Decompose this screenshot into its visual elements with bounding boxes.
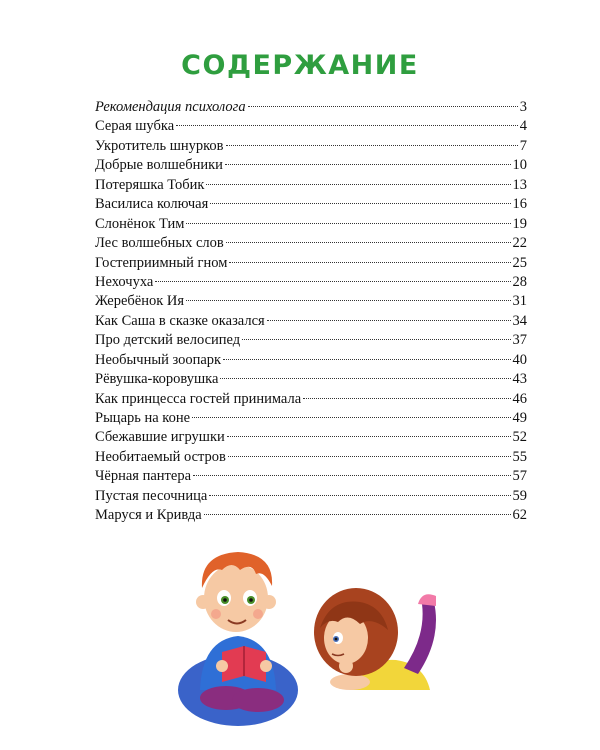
toc-page-number: 25 <box>512 254 527 271</box>
toc-entry <box>95 98 527 117</box>
toc-page-number: 28 <box>512 273 527 290</box>
toc-entry-title: Чёрная пантера <box>95 468 192 485</box>
toc-entry <box>95 370 527 389</box>
toc-leader-dots <box>267 320 511 321</box>
toc-entry-title: Укротитель шнурков <box>95 137 224 154</box>
toc-entry-title: Рыцарь на коне <box>95 410 191 426</box>
toc-entry <box>95 448 527 467</box>
toc-leader-dots <box>225 164 511 165</box>
toc-page-number: 7 <box>519 137 527 154</box>
toc-page-number: 57 <box>512 468 527 485</box>
table-of-contents <box>95 98 527 526</box>
toc-entry-title: Гостеприимный гном <box>95 254 228 271</box>
toc-entry <box>95 215 527 234</box>
toc-leader-dots <box>209 495 510 496</box>
toc-leader-dots <box>226 242 511 243</box>
toc-page-number: 52 <box>512 429 527 446</box>
toc-leader-dots <box>155 281 510 282</box>
toc-entry-title: Жеребёнок Ия <box>95 293 185 310</box>
toc-page-number: 46 <box>512 390 527 407</box>
toc-page-number: 40 <box>512 351 527 368</box>
boy-reading-icon <box>178 552 298 726</box>
toc-entry-title: Как Саша в сказке оказался <box>95 312 265 329</box>
toc-leader-dots <box>227 436 511 437</box>
toc-page-number: 49 <box>512 410 527 426</box>
toc-entry-title: Необитаемый остров <box>95 448 226 465</box>
toc-page-number: 62 <box>512 507 527 524</box>
toc-leader-dots <box>220 378 510 379</box>
toc-page-number: 4 <box>519 118 527 135</box>
toc-page-number: 3 <box>519 99 527 115</box>
toc-leader-dots <box>228 456 511 457</box>
toc-leader-dots <box>204 514 511 515</box>
toc-leader-dots <box>223 359 510 360</box>
toc-entry-title: Нехочуха <box>95 273 154 290</box>
toc-entry-title: Сбежавшие игрушки <box>95 429 225 446</box>
toc-leader-dots <box>210 203 510 204</box>
toc-entry-title: Добрые волшебники <box>95 157 223 174</box>
toc-entry-title: Василиса колючая <box>95 196 209 213</box>
toc-page-number: 43 <box>512 371 527 388</box>
toc-entry-title: Слонёнок Тим <box>95 215 185 232</box>
toc-entry <box>95 254 527 273</box>
toc-leader-dots <box>248 106 518 107</box>
toc-entry <box>95 137 527 156</box>
toc-entry <box>95 292 527 311</box>
toc-entry <box>95 156 527 175</box>
toc-page-number: 59 <box>512 487 527 504</box>
toc-leader-dots <box>242 339 510 340</box>
toc-entry <box>95 117 527 136</box>
toc-entry <box>95 312 527 331</box>
toc-entry <box>95 234 527 253</box>
toc-entry-title: Рекомендация психолога <box>95 99 246 115</box>
toc-entry <box>95 351 527 370</box>
toc-entry-title: Потеряшка Тобик <box>95 176 205 193</box>
children-illustration <box>160 540 460 730</box>
toc-leader-dots <box>303 398 510 399</box>
toc-page-number: 22 <box>512 235 527 252</box>
page-title: СОДЕРЖАНИЕ <box>181 50 419 81</box>
toc-entry-title: Пустая песочница <box>95 487 208 504</box>
toc-entry-title: Серая шубка <box>95 118 175 135</box>
toc-entry <box>95 390 527 409</box>
toc-page-number: 10 <box>512 157 527 174</box>
toc-entry-title: Как принцесса гостей принимала <box>95 390 302 407</box>
toc-entry <box>95 487 527 506</box>
toc-entry <box>95 506 527 525</box>
toc-entry <box>95 331 527 350</box>
toc-entry <box>95 195 527 214</box>
toc-entry-title: Лес волшебных слов <box>95 235 224 252</box>
toc-page-number: 34 <box>512 312 527 329</box>
toc-leader-dots <box>186 223 510 224</box>
toc-page-number: 31 <box>512 293 527 310</box>
toc-leader-dots <box>206 184 510 185</box>
toc-leader-dots <box>176 125 518 126</box>
toc-leader-dots <box>229 262 510 263</box>
toc-page-number: 13 <box>512 176 527 193</box>
toc-entry <box>95 467 527 486</box>
toc-entry <box>95 409 527 428</box>
toc-leader-dots <box>192 417 510 418</box>
toc-page-number: 16 <box>512 196 527 213</box>
toc-entry-title: Необычный зоопарк <box>95 351 222 368</box>
girl-lying-icon <box>314 588 436 690</box>
toc-entry-title: Про детский велосипед <box>95 332 241 349</box>
toc-entry <box>95 176 527 195</box>
toc-page-number: 55 <box>512 448 527 465</box>
toc-leader-dots <box>193 475 510 476</box>
toc-page-number: 19 <box>512 215 527 232</box>
toc-page-number: 37 <box>512 332 527 349</box>
toc-leader-dots <box>186 300 510 301</box>
toc-entry <box>95 428 527 447</box>
toc-entry <box>95 273 527 292</box>
toc-leader-dots <box>226 145 518 146</box>
toc-entry-title: Маруся и Кривда <box>95 507 202 524</box>
toc-entry-title: Рёвушка-коровушка <box>95 371 219 388</box>
